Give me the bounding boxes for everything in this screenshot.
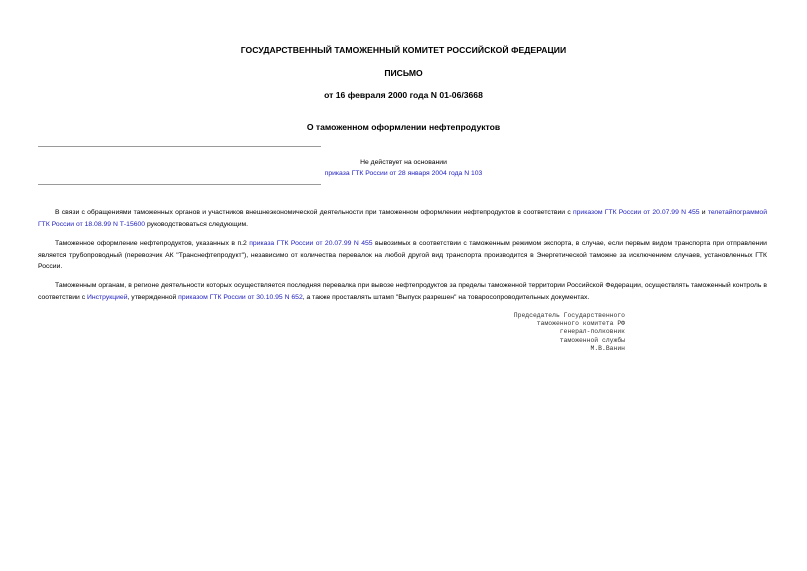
document-type: ПИСЬМО bbox=[384, 68, 423, 78]
paragraph-text: , а также проставлять штамп "Выпуск разрешен" на товаросопроводительных документах. bbox=[302, 293, 590, 301]
status-divider-top bbox=[38, 146, 321, 147]
teletype-15600-link[interactable]: телетайпограммой ГТК России от 18.08.99 N Т-15600 bbox=[38, 209, 767, 228]
issuing-organization: ГОСУДАРСТВЕННЫЙ ТАМОЖЕННЫЙ КОМИТЕТ РОССИЙСКОЙ ФЕДЕРАЦИИ bbox=[240, 45, 567, 55]
paragraph-1 bbox=[38, 207, 767, 230]
order-455-link[interactable]: приказом ГТК России от 20.07.99 N 455 bbox=[572, 209, 700, 216]
signature-position: таможенного комитета РФ bbox=[536, 320, 625, 328]
status-link-line bbox=[38, 170, 769, 177]
instruction-link[interactable]: Инструкцией bbox=[87, 293, 128, 301]
paragraph-3 bbox=[38, 280, 767, 303]
paragraph-text: вывозимых в соответствии с таможенным режимом экспорта, в случае, если первым видом транспорта при отправлении является трубопроводный (перевозчик АК "Транснефтепродукт"), независимо от количества перевалок на любой другой вид транспорта производится в Энергетической таможне за исключением случаев, установленных ГТК России. bbox=[38, 240, 767, 270]
document-date-number: от 16 февраля 2000 года N 01-06/3668 bbox=[324, 90, 483, 100]
document-title: О таможенном оформлении нефтепродуктов bbox=[306, 122, 501, 132]
paragraph-text: , утвержденной bbox=[127, 293, 179, 301]
paragraph-text: В связи с обращениями таможенных органов и участников внешнеэкономической деятельности при таможенном оформлении нефтепродуктов в соответствии с bbox=[55, 209, 573, 216]
status-note: Не действует на основании bbox=[360, 159, 447, 166]
order-652-link[interactable]: приказом ГТК России от 30.10.95 N 652 bbox=[178, 293, 303, 301]
paragraph-text: руководствоваться следующим. bbox=[145, 220, 249, 228]
signature-block bbox=[514, 312, 625, 353]
paragraph-text: и bbox=[699, 209, 708, 216]
status-link[interactable]: приказа ГТК России от 28 января 2004 года N 103 bbox=[324, 170, 483, 177]
paragraph-text: Таможенное оформление нефтепродуктов, указанных в п.2 bbox=[55, 240, 250, 247]
status-divider-bottom bbox=[38, 184, 321, 185]
signature-name: М.В.Ванин bbox=[590, 344, 625, 352]
signature-rank: генерал-полковник bbox=[559, 328, 625, 336]
signature-rank: таможенной службы bbox=[559, 336, 625, 344]
paragraph-text: Таможенным органам, в регионе деятельности которых осуществляется последняя перевалка при вывозе нефтепродуктов за пределы таможенной территории Российской Федерации, осуществлять таможенный контроль в соответствии с bbox=[38, 282, 767, 301]
signature-position: Председатель Государственного bbox=[513, 312, 625, 319]
order-455-clause-link[interactable]: приказа ГТК России от 20.07.99 N 455 bbox=[249, 240, 373, 247]
paragraph-2 bbox=[38, 238, 767, 273]
